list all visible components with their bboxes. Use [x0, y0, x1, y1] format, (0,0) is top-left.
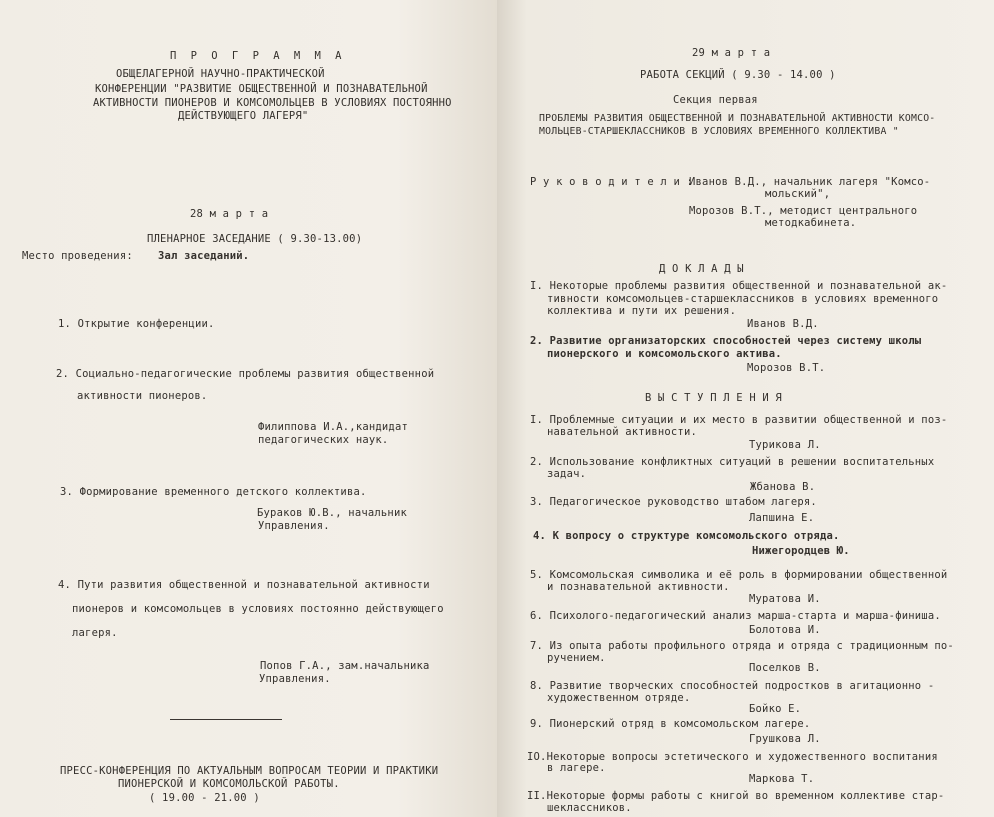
speaker-title: педагогических наук. [258, 434, 389, 446]
section-title: МОЛЬЦЕВ-СТАРШЕКЛАССНИКОВ В УСЛОВИЯХ ВРЕМЕННОГО КОЛЛЕКТИВА " [539, 126, 899, 137]
talk-item: 3. Педагогическое руководство штабом лагеря. [530, 496, 817, 508]
talk-item: задач. [547, 468, 587, 480]
agenda-item: 4. Пути развития общественной и познавательной активности [58, 579, 430, 591]
separator-rule [170, 719, 282, 720]
talk-item: II.Некоторые формы работы с книгой во временном коллективе стар- [527, 790, 945, 802]
talk-item: художественном отряде. [547, 692, 691, 704]
speaker: Маркова Т. [749, 773, 815, 785]
heading-line: КОНФЕРЕНЦИИ "РАЗВИТИЕ ОБЩЕСТВЕННОЙ И ПОЗНАВАТЕЛЬНОЙ [95, 83, 428, 95]
leader-title: мольский", [765, 188, 831, 200]
session-heading: ПЛЕНАРНОЕ ЗАСЕДАНИЕ ( 9.30-13.00) [147, 233, 363, 245]
speaker: Филиппова И.А.,кандидат [258, 421, 408, 433]
speaker: Муратова И. [749, 593, 821, 605]
talk-item: навательной активности. [547, 426, 697, 438]
speaker: Морозов В.Т. [747, 362, 826, 374]
report-item: пионерского и комсомольского актива. [547, 348, 782, 360]
venue-label: Место проведения: [22, 250, 133, 262]
talk-item: 6. Психолого-педагогический анализ марша-старта и марша-финиша. [530, 610, 941, 622]
talk-item: в лагере. [547, 762, 606, 774]
speaker-title: Управления. [259, 673, 331, 685]
right-page [497, 0, 994, 817]
speaker: Бойко Е. [749, 703, 802, 715]
talk-item: и познавательной активности. [547, 581, 730, 593]
program-title: П Р О Г Р А М М А [170, 50, 346, 62]
speaker: Турикова Л. [749, 439, 821, 451]
leaders-label: Р у к о в о д и т е л и : [530, 176, 694, 188]
press-conference-title: ПИОНЕРСКОЙ И КОМСОМОЛЬСКОЙ РАБОТЫ. [118, 778, 340, 790]
speaker: Грушкова Л. [749, 733, 821, 745]
report-item: 2. Развитие организаторских способностей через систему школы [530, 335, 922, 347]
leader: Морозов В.Т., методист центрального [689, 205, 918, 217]
press-conference-time: ( 19.00 - 21.00 ) [149, 792, 260, 804]
agenda-item: 1. Открытие конференции. [58, 318, 215, 330]
talk-item: 7. Из опыта работы профильного отряда и отряда с традиционным по- [530, 640, 954, 652]
agenda-item: 3. Формирование временного детского коллектива. [60, 486, 367, 498]
agenda-item: лагеря. [72, 627, 118, 639]
speaker: Бураков Ю.В., начальник [257, 507, 407, 519]
talk-item: ручением. [547, 652, 606, 664]
agenda-item: активности пионеров. [77, 390, 208, 402]
talk-item: 4. К вопросу о структуре комсомольского отряда. [533, 530, 840, 542]
leader: Иванов В.Д., начальник лагеря "Комсо- [689, 176, 931, 188]
talks-heading: В Ы С Т У П Л Е Н И Я [645, 392, 782, 404]
heading-line: ОБЩЕЛАГЕРНОЙ НАУЧНО-ПРАКТИЧЕСКОЙ [116, 68, 325, 80]
report-item: тивности комсомольцев-старшеклассников в условиях временного [547, 293, 939, 305]
speaker: Иванов В.Д. [747, 318, 819, 330]
talk-item: 9. Пионерский отряд в комсомольском лагере. [530, 718, 811, 730]
speaker: Попов Г.А., зам.начальника [260, 660, 430, 672]
talk-item: I. Проблемные ситуации и их место в развитии общественной и поз- [530, 414, 948, 426]
speaker: Болотова И. [749, 624, 821, 636]
venue-value: Зал заседаний. [158, 250, 250, 262]
agenda-item: пионеров и комсомольцев в условиях постоянно действующего [72, 603, 444, 615]
date-heading: 29 м а р т а [692, 47, 771, 59]
talk-item: 8. Развитие творческих способностей подростков в агитационно - [530, 680, 935, 692]
talk-item: IO.Некоторые вопросы эстетического и художественного воспитания [527, 751, 938, 763]
section-title: ПРОБЛЕМЫ РАЗВИТИЯ ОБЩЕСТВЕННОЙ И ПОЗНАВАТЕЛЬНОЙ АКТИВНОСТИ КОМСО- [539, 113, 936, 124]
talk-item: 2. Использование конфликтных ситуаций в решении воспитательных [530, 456, 935, 468]
reports-heading: Д О К Л А Д Ы [659, 263, 744, 275]
report-item: I. Некоторые проблемы развития общественной и познавательной ак- [530, 280, 948, 292]
section-heading: Секция первая [673, 94, 758, 106]
speaker: Жбанова В. [750, 481, 816, 493]
agenda-item: 2. Социально-педагогические проблемы развития общественной [56, 368, 435, 380]
heading-line: ДЕЙСТВУЮЩЕГО ЛАГЕРЯ" [178, 110, 309, 122]
talk-item: 5. Комсомольская символика и её роль в формировании общественной [530, 569, 948, 581]
speaker: Лапшина Е. [749, 512, 815, 524]
talk-item: шеклассников. [547, 802, 632, 814]
heading-line: АКТИВНОСТИ ПИОНЕРОВ И КОМСОМОЛЬЦЕВ В УСЛОВИЯХ ПОСТОЯННО [93, 97, 452, 109]
report-item: коллектива и пути их решения. [547, 305, 737, 317]
session-heading: РАБОТА СЕКЦИЙ ( 9.30 - 14.00 ) [640, 69, 836, 81]
speaker: Нижегородцев Ю. [752, 545, 850, 557]
press-conference-title: ПРЕСС-КОНФЕРЕНЦИЯ ПО АКТУАЛЬНЫМ ВОПРОСАМ ТЕОРИИ И ПРАКТИКИ [60, 765, 439, 777]
speaker: Поселков В. [749, 662, 821, 674]
leader-title: методкабинета. [765, 217, 857, 229]
date-heading: 28 м а р т а [190, 208, 269, 220]
speaker-title: Управления. [258, 520, 330, 532]
